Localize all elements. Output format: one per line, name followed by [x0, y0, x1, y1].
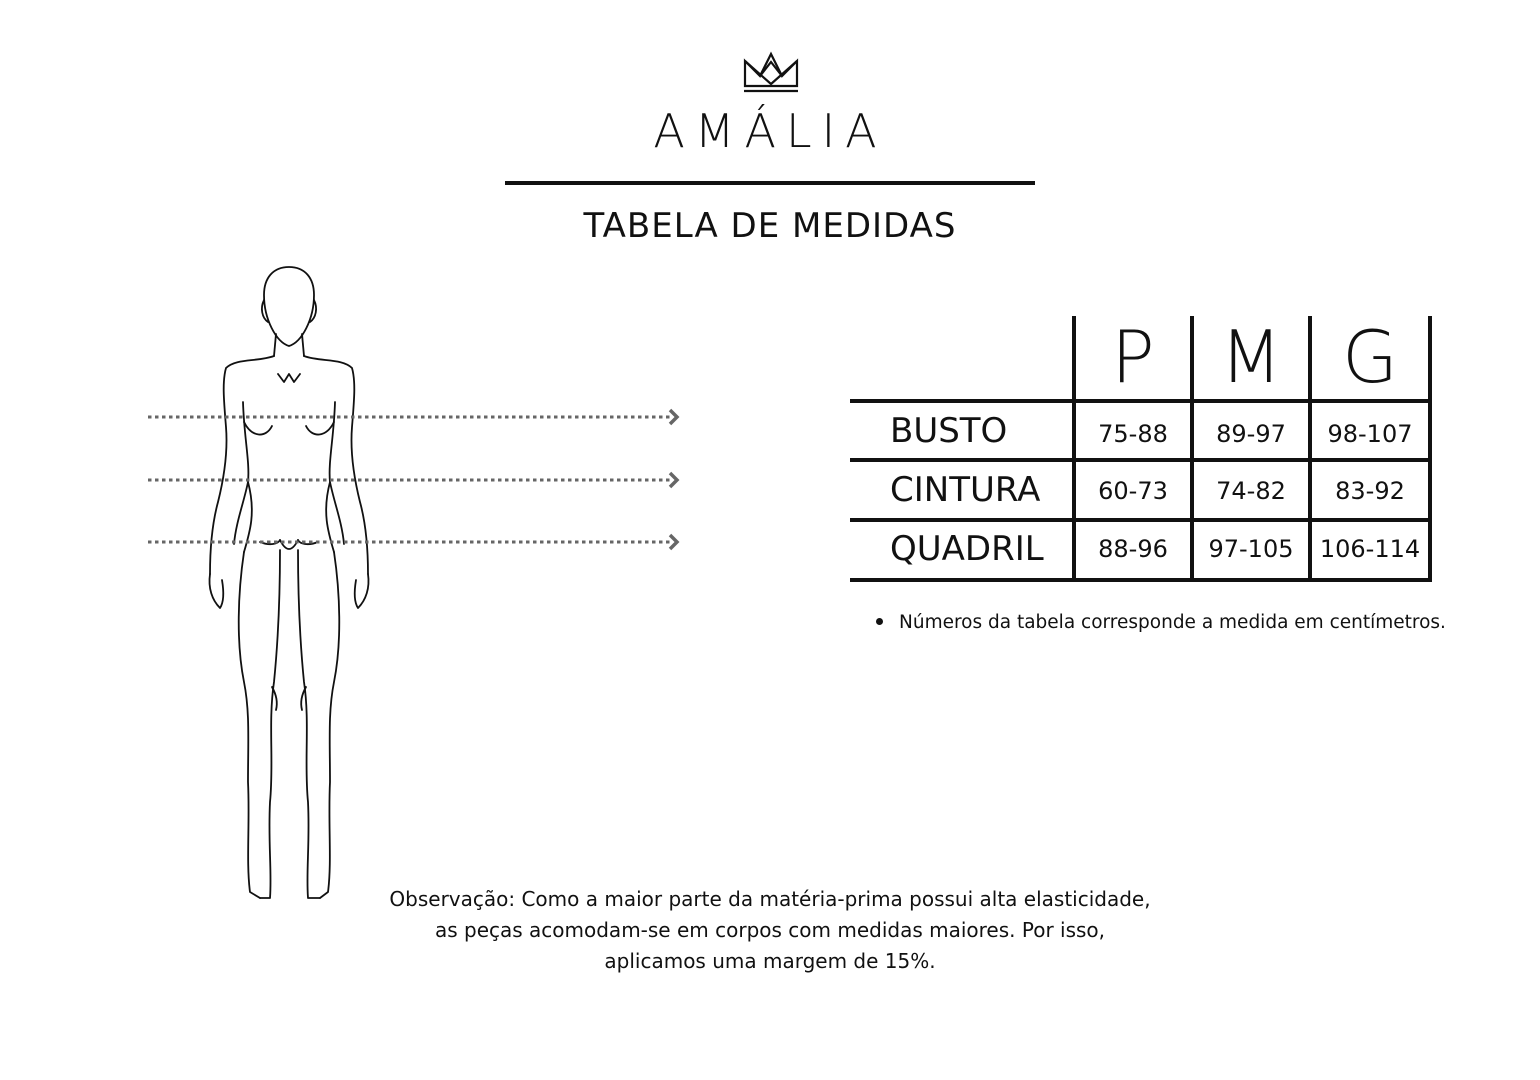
observation-line: as peças acomodam-se em corpos com medidas maiores. Por isso, [434, 918, 1106, 942]
table-cell: 60-73 [1098, 477, 1168, 505]
table-cell: 88-96 [1098, 535, 1168, 563]
table-cell: 97-105 [1208, 535, 1294, 563]
observation-line: Observação: Como a maior parte da matéria-prima possui alta elasticidade, [389, 887, 1151, 911]
page-title: TABELA DE MEDIDAS [583, 206, 957, 246]
row-label-cintura: CINTURA [890, 470, 1041, 510]
row-label-quadril: QUADRIL [890, 529, 1044, 569]
table-note [876, 612, 1446, 633]
table-cell: 98-107 [1327, 420, 1413, 448]
table-cell: 89-97 [1216, 420, 1286, 448]
size-header-m: M [1219, 315, 1283, 399]
table-divider [850, 578, 1432, 582]
bullet-icon [876, 618, 883, 625]
table-cell: 106-114 [1319, 535, 1421, 563]
size-header-g: G [1342, 315, 1398, 399]
table-note-text: Números da tabela corresponde a medida em centímetros. [899, 612, 1446, 633]
table-divider [1428, 316, 1432, 582]
row-label-busto: BUSTO [890, 411, 1008, 451]
table-cell: 83-92 [1335, 477, 1405, 505]
brand-name: AMÁLIA [653, 104, 887, 158]
table-cell: 75-88 [1098, 420, 1168, 448]
crown-icon [742, 50, 800, 94]
header-divider [505, 181, 1035, 185]
body-figure-illustration [140, 262, 700, 912]
size-header-p: P [1111, 315, 1155, 399]
size-table [850, 316, 1440, 586]
observation-text [370, 884, 1170, 977]
observation-line: aplicamos uma margem de 15%. [604, 949, 936, 973]
table-cell: 74-82 [1216, 477, 1286, 505]
